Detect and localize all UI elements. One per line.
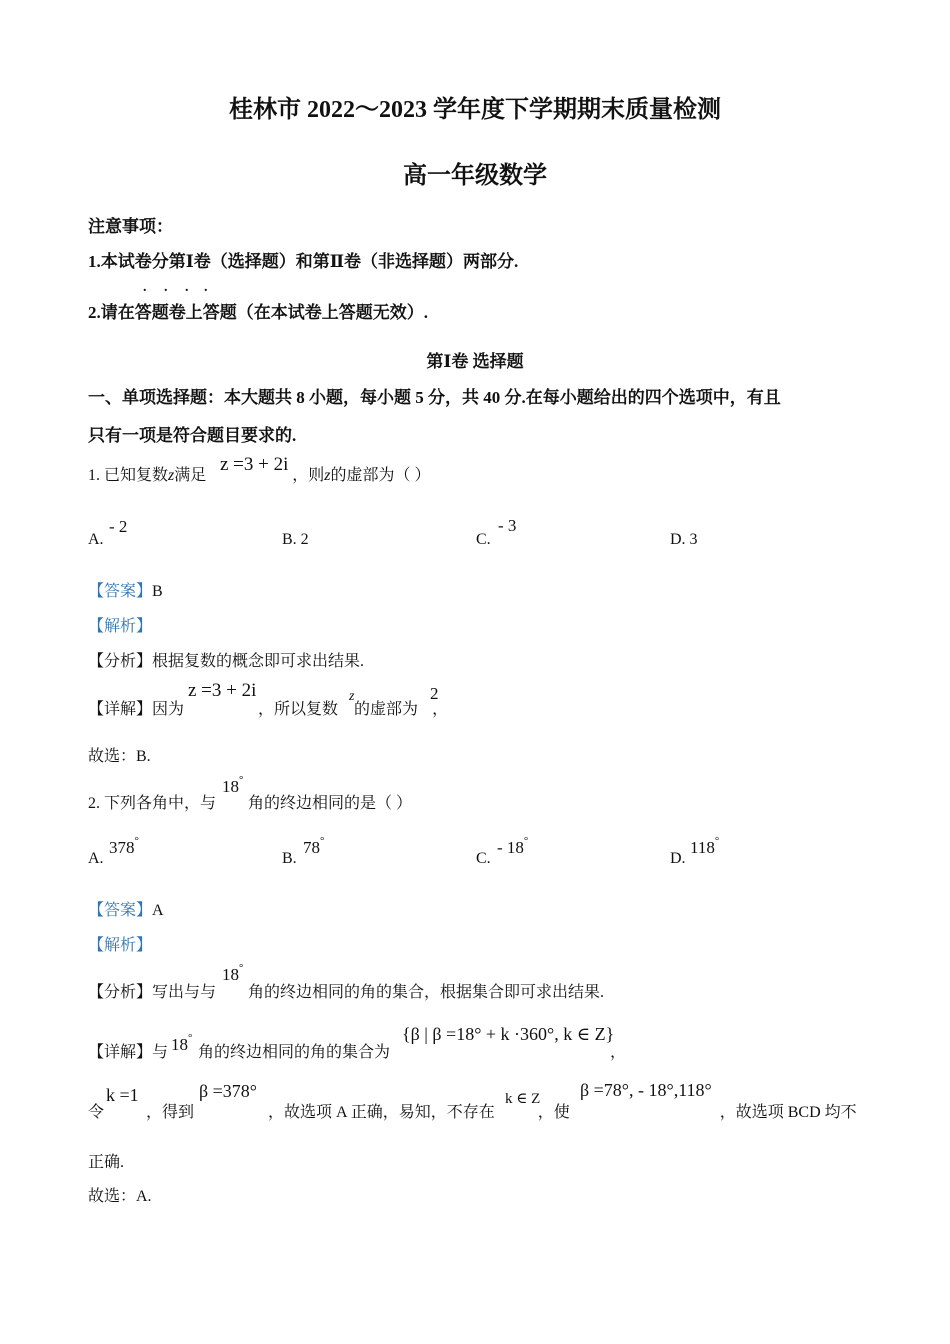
emphasis-dot: .	[164, 280, 168, 295]
q1-option-c-value: - 3	[498, 516, 517, 535]
q2-option-b-value: 78°	[303, 835, 325, 857]
q2-beta-378: β =378°	[199, 1081, 258, 1101]
q1-conclusion: 故选：B.	[88, 748, 151, 765]
q1-option-a-value: - 2	[109, 517, 128, 536]
q2-option-a-label: A.	[88, 850, 104, 867]
q2-fenxi: 【分析】写出与与 角的终边相同的角的集合，根据集合即可求出结果.	[88, 984, 605, 1001]
question-2-angle: 18°	[222, 774, 244, 796]
q2-detail-line-1: 【详解】与 角的终边相同的角的集合为 ，	[88, 1044, 627, 1061]
q2-analysis-tag: 【解析】	[88, 937, 153, 954]
emphasis-dot: .	[143, 280, 147, 295]
section-instruction-line-1: 一、单项选择题：本大题共 8 小题，每小题 5 分，共 40 分.在每小题给出的四个选项中，有且	[88, 388, 781, 407]
q1-option-c-label: C.	[476, 531, 491, 548]
q2-detail-line-3: 正确.	[88, 1154, 125, 1171]
q2-detail-angle: 18°	[171, 1032, 193, 1054]
section-instruction-line-2: 只有一项是符合题目要求的.	[88, 426, 297, 445]
q1-detail-var-z: z	[349, 689, 355, 704]
document-title: 桂林市 2022～2023 学年度下学期期末质量检测	[229, 97, 721, 123]
q2-beta-values: β =78°, - 18°,118°	[580, 1080, 712, 1100]
question-2-stem: 2. 下列各角中，与 角的终边相同的是（ ）	[88, 795, 413, 812]
q1-option-b: B. 2	[282, 531, 309, 548]
q2-detail-line-2: 令 ，得到 ，故选项 A 正确，易知，不存在 ，使 ，故选项 BCD 均不	[88, 1104, 857, 1121]
document-subtitle: 高一年级数学	[403, 163, 547, 189]
q2-k-in-z: k ∈ Z	[505, 1091, 541, 1107]
q2-detail-set: {β | β =18° + k ·360°, k ∈ Z}	[402, 1024, 615, 1044]
q2-answer: 【答案】A	[88, 902, 164, 919]
q1-option-a-label: A.	[88, 531, 104, 548]
notice-item-2: 2.请在答题卷上答题（在本试卷上答题无效）.	[88, 303, 428, 322]
q1-analysis-tag: 【解析】	[88, 618, 153, 635]
part-heading: 第Ⅰ卷 选择题	[426, 352, 524, 371]
q2-conclusion: 故选：A.	[88, 1188, 152, 1205]
question-1-equation: z =3 + 2i	[220, 454, 289, 475]
q1-answer: 【答案】B	[88, 583, 163, 600]
q1-detail-value: 2	[430, 684, 439, 703]
notice-item-1: 1.本试卷分第Ⅰ卷（选择题）和第Ⅱ卷（非选择题）两部分.	[88, 252, 519, 271]
q2-option-b-label: B.	[282, 850, 297, 867]
emphasis-dot: .	[185, 280, 189, 295]
q2-k-equals-1: k =1	[106, 1085, 139, 1105]
q2-option-c-label: C.	[476, 850, 491, 867]
q2-option-d-value: 118°	[690, 835, 720, 857]
q2-fenxi-angle: 18°	[222, 962, 244, 984]
q1-fenxi: 【分析】根据复数的概念即可求出结果.	[88, 653, 365, 670]
q1-option-d: D. 3	[670, 531, 698, 548]
notice-heading: 注意事项：	[88, 217, 173, 236]
emphasis-dot: .	[204, 280, 208, 295]
q1-detail-equation: z =3 + 2i	[188, 680, 257, 701]
question-1-stem: 1. 已知复数z满足 ，则z的虚部为（ ）	[88, 467, 431, 484]
q2-option-d-label: D.	[670, 850, 686, 867]
q2-option-a-value: 378°	[109, 835, 139, 857]
q1-detail: 【详解】因为 ，所以复数 的虚部为 ，	[88, 701, 449, 718]
q2-option-c-value: - 18°	[497, 835, 529, 857]
